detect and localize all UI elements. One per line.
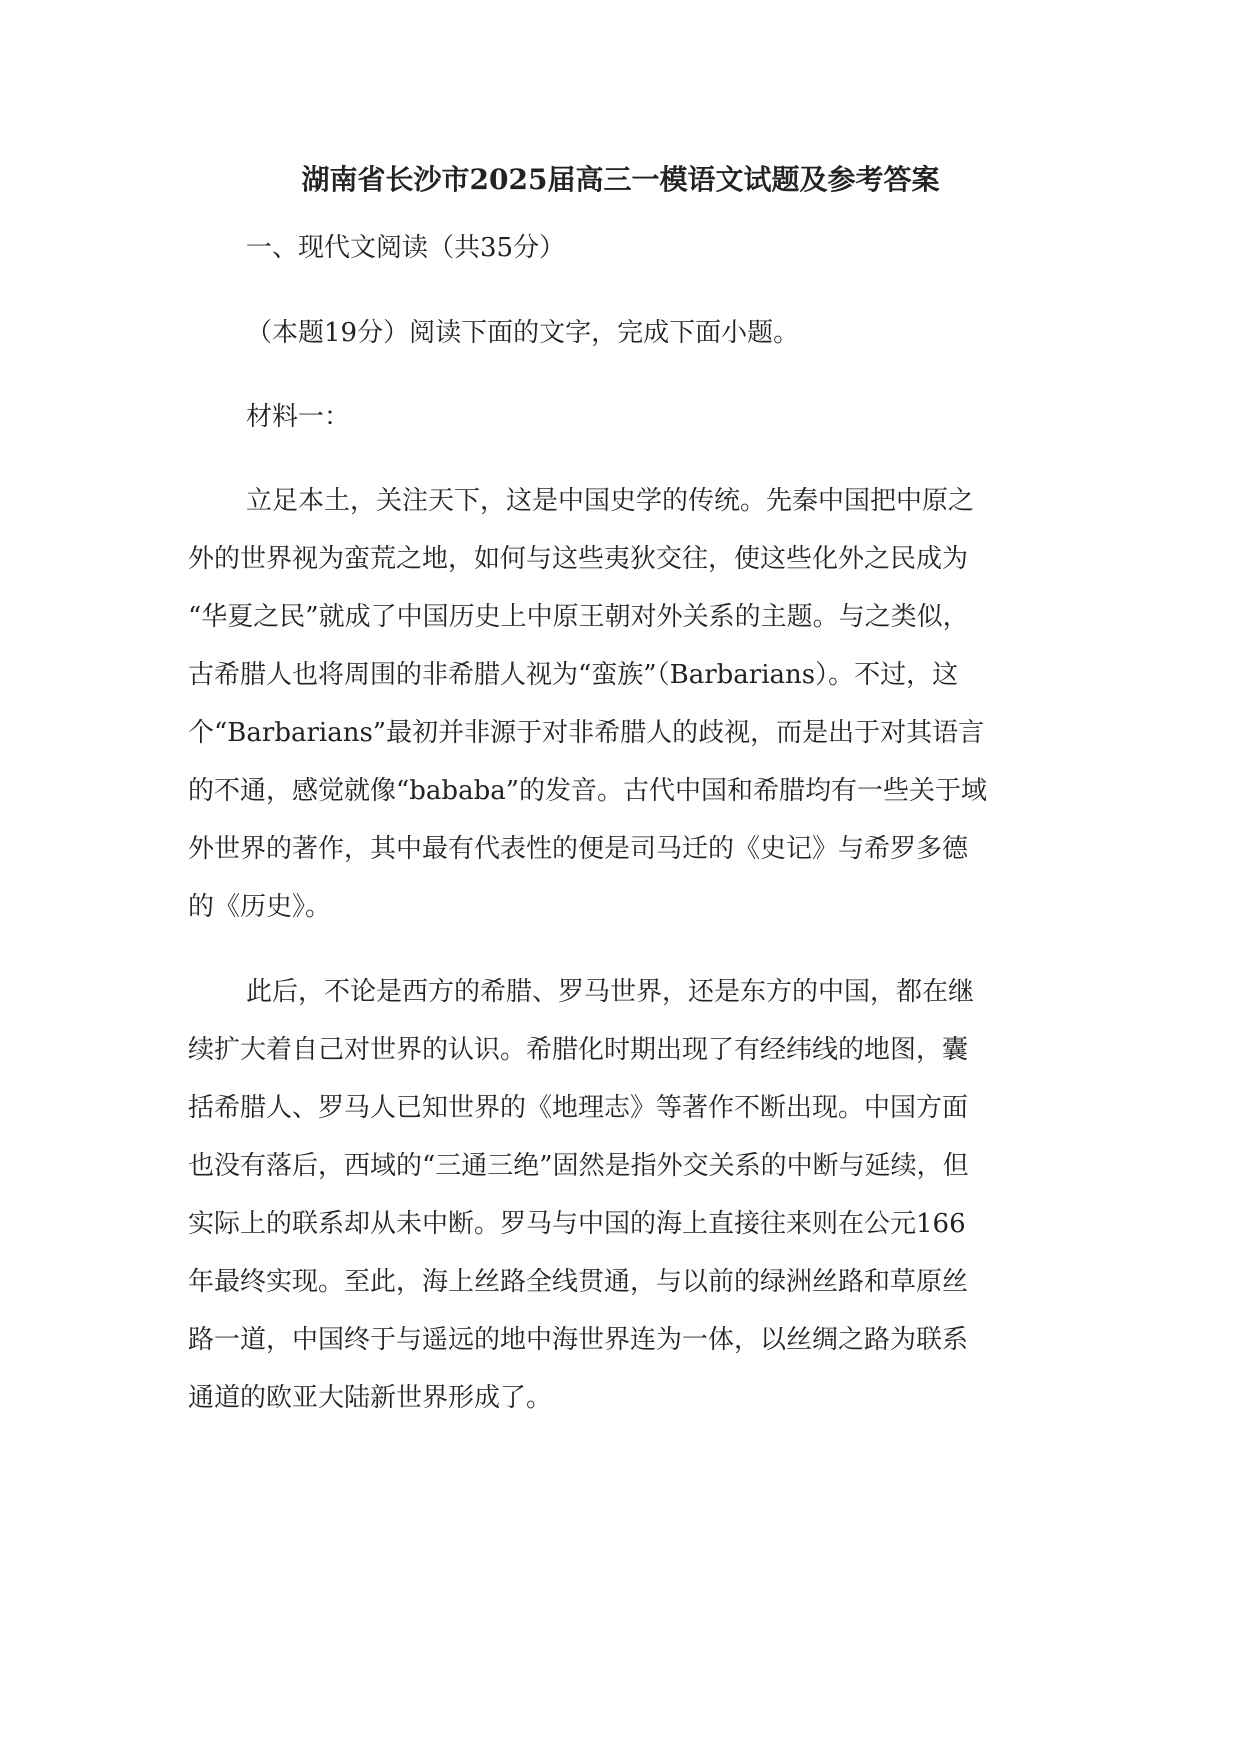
paragraph-line: 外世界的著作，其中最有代表性的便是司马迁的《史记》与希罗多德 [188, 834, 969, 864]
paragraph-line: 的《历史》。 [188, 892, 332, 922]
paragraph-line: 续扩大着自己对世界的认识。希腊化时期出现了有经纬线的地图，囊 [188, 1035, 969, 1065]
paragraph-line: 括希腊人、罗马人已知世界的《地理志》等著作不断出现。中国方面 [188, 1093, 969, 1123]
paragraph-line: 的不通，感觉就像“bababa”的发音。古代中国和希腊均有一些关于域 [188, 776, 988, 806]
paragraph-line: 年最终实现。至此，海上丝路全线贯通，与以前的绿洲丝路和草原丝 [188, 1267, 969, 1297]
material-label: 材料一： [246, 402, 351, 432]
paragraph-line: 古希腊人也将周围的非希腊人视为“蛮族”（Barbarians）。不过，这 [188, 660, 959, 690]
paragraph-line: 个“Barbarians”最初并非源于对非希腊人的歧视，而是出于对其语言 [188, 718, 985, 748]
paragraph-line: 此后，不论是西方的希腊、罗马世界，还是东方的中国，都在继 [246, 977, 975, 1007]
paragraph-line: 立足本土，关注天下，这是中国史学的传统。先秦中国把中原之 [246, 486, 975, 516]
paragraph-line: “华夏之民”就成了中国历史上中原王朝对外关系的主题。与之类似， [188, 602, 969, 632]
paragraph-line: 实际上的联系却从未中断。罗马与中国的海上直接往来则在公元166 [188, 1209, 966, 1239]
document-title: 湖南省长沙市2025届高三一模语文试题及参考答案 [301, 163, 940, 196]
paragraph-line: 通道的欧亚大陆新世界形成了。 [188, 1383, 553, 1413]
question-intro: （本题19分）阅读下面的文字，完成下面小题。 [246, 318, 800, 348]
paragraph-line: 也没有落后，西域的“三通三绝”固然是指外交关系的中断与延续，但 [188, 1151, 969, 1181]
paragraph-line: 路一道，中国终于与遥远的地中海世界连为一体，以丝绸之路为联系 [188, 1325, 969, 1355]
section-heading: 一、现代文阅读（共35分） [246, 233, 566, 263]
paragraph-line: 外的世界视为蛮荒之地，如何与这些夷狄交往，使这些化外之民成为 [188, 544, 969, 574]
